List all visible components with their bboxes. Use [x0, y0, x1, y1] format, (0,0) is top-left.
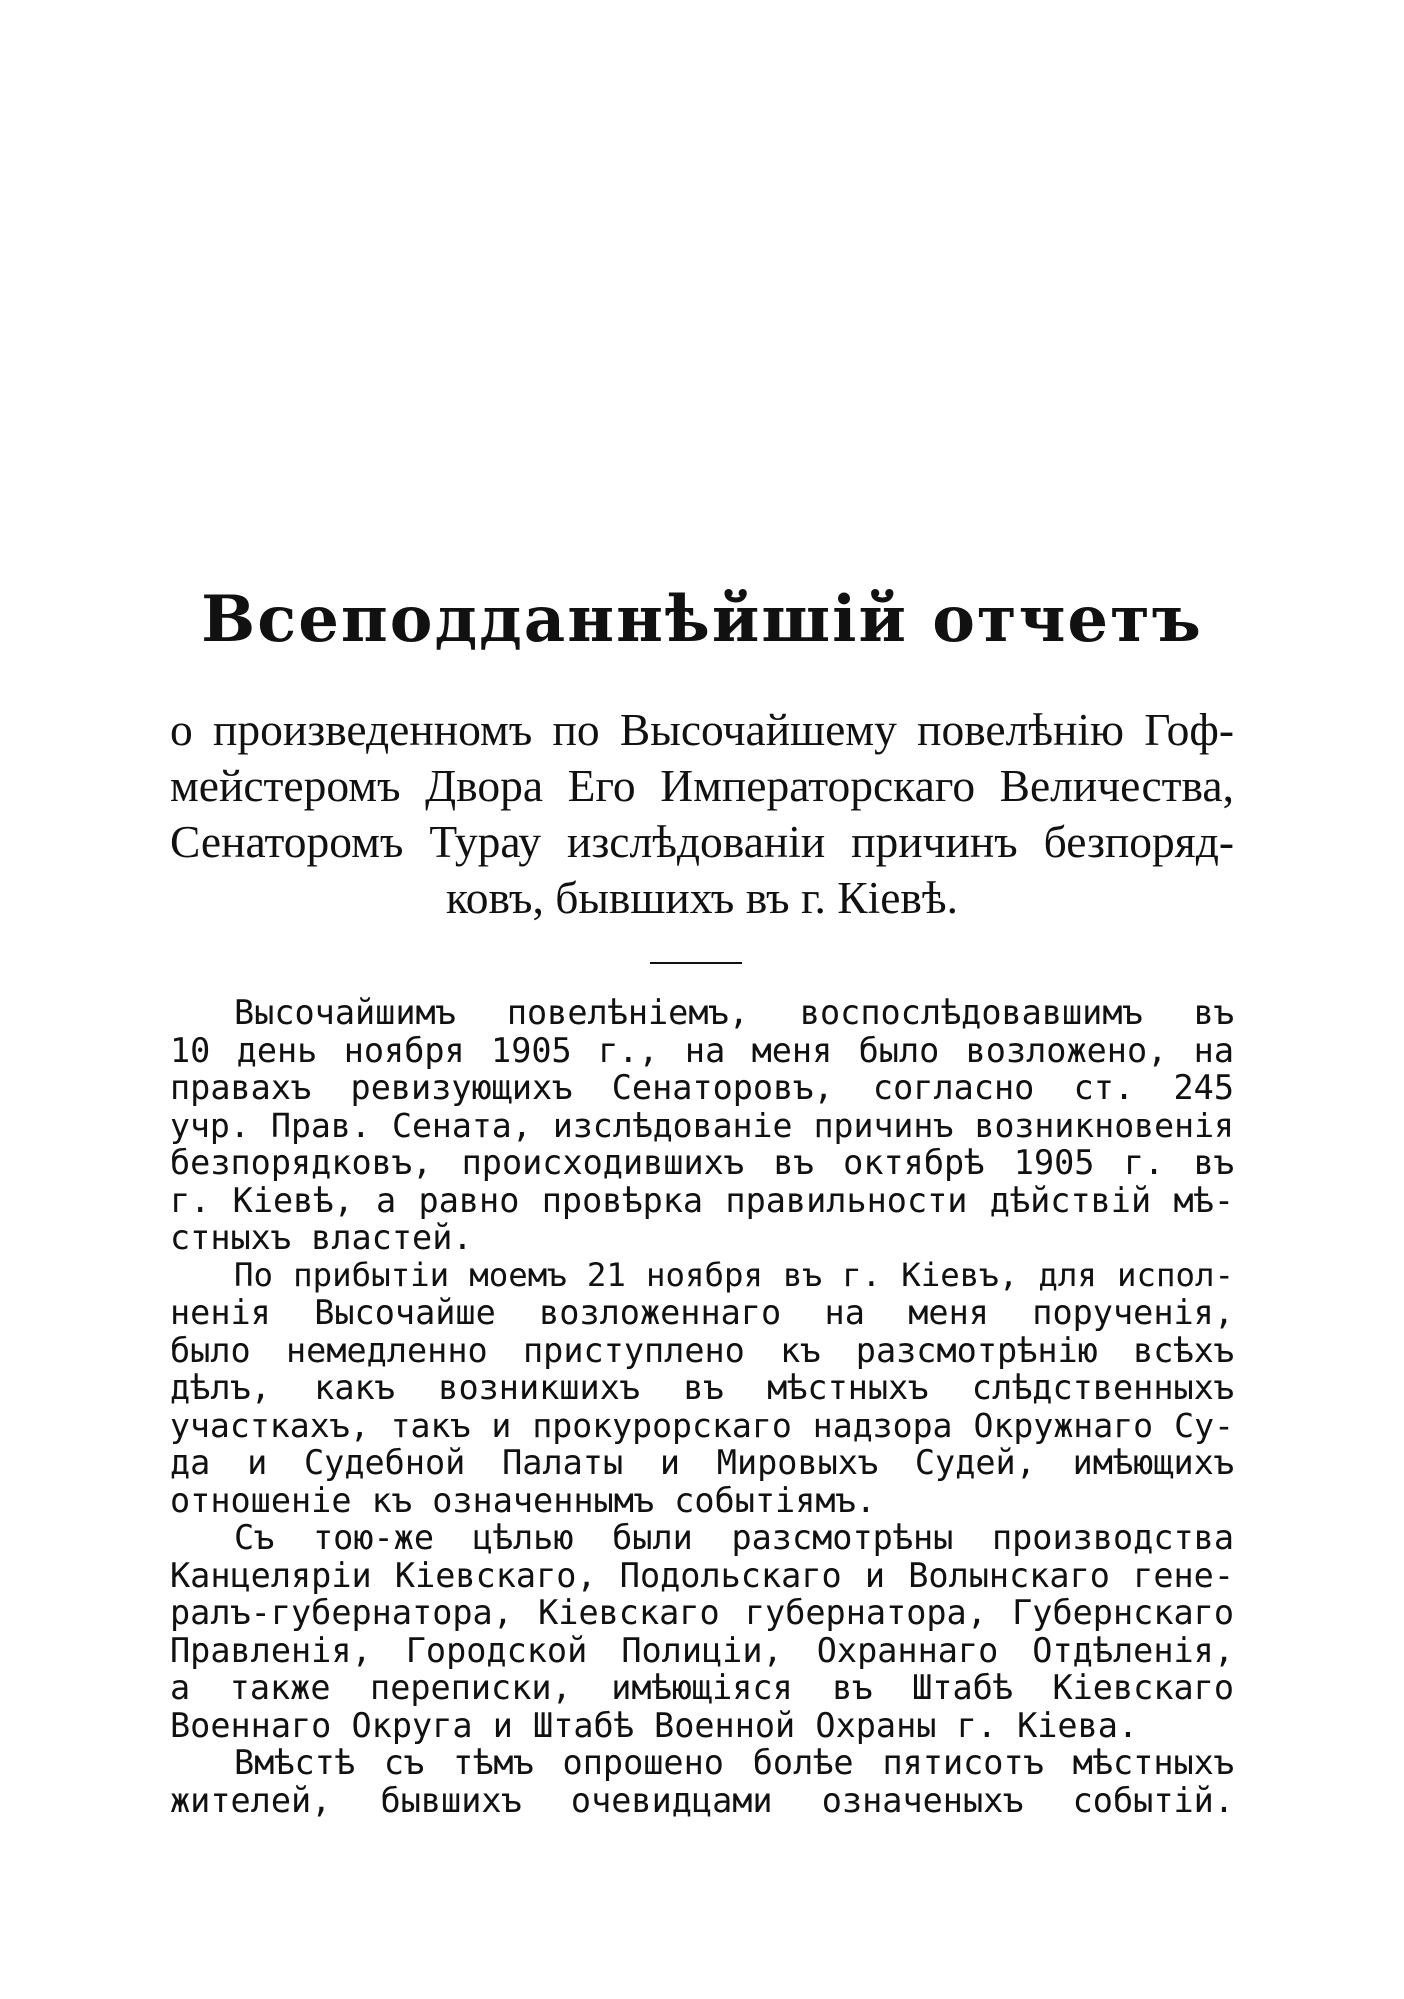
subtitle-line: о произведенномъ по Высочайшему повелѣнію Гоф- [170, 704, 1234, 755]
body-line: Правленія, Городской Полиціи, Охраннаго Отдѣленія, [170, 1630, 1234, 1670]
body-line: отношеніе къ означеннымъ событіямъ. [170, 1480, 876, 1520]
subtitle-line: Сенаторомъ Турау изслѣдованіи причинъ безпоряд- [170, 816, 1234, 867]
body-line: а также переписки, имѣющіяся въ Штабѣ Кіевскаго [170, 1668, 1234, 1707]
body-line: безпорядковъ, происходившихъ въ октябрѣ 1905 г. въ [170, 1143, 1234, 1182]
body-line: Съ тою-же цѣлью были разсмотрѣны производства [234, 1518, 1234, 1557]
body-line: Военнаго Округа и Штабѣ Военной Охраны г. Кіева. [170, 1705, 1139, 1745]
body-line: учр. Прав. Сената, изслѣдованіе причинъ возникновенія [170, 1105, 1234, 1145]
subtitle-line: ковъ, бывшихъ въ г. Кіевѣ. [446, 872, 958, 923]
section-divider [650, 962, 742, 964]
body-line: правахъ ревизующихъ Сенаторовъ, согласно ст. 245 [170, 1068, 1234, 1107]
body-line: Вмѣстѣ съ тѣмъ опрошено болѣе пятисотъ мѣстныхъ [234, 1743, 1234, 1782]
report-body [170, 994, 1234, 1819]
body-line: дѣлъ, какъ возникшихъ въ мѣстныхъ слѣдственныхъ [170, 1368, 1234, 1407]
body-line: стныхъ властей. [170, 1218, 473, 1257]
body-line: Канцеляріи Кіевскаго, Подольскаго и Волынскаго гене- [170, 1555, 1234, 1595]
report-subtitle [170, 702, 1234, 926]
body-line: ненія Высочайше возложеннаго на меня порученія, [170, 1293, 1234, 1332]
body-line: 10 день ноября 1905 г., на меня было возложено, на [170, 1030, 1234, 1070]
page-title: Всеподданнѣйшій отчетъ [201, 582, 1203, 657]
body-line: Высочайшимъ повелѣніемъ, воспослѣдовавшимъ въ [234, 993, 1234, 1032]
body-line: г. Кіевѣ, а равно провѣрка правильности дѣйствій мѣ- [170, 1180, 1234, 1220]
body-line: участкахъ, такъ и прокурорскаго надзора Окружнаго Су- [170, 1405, 1234, 1445]
subtitle-line: мейстеромъ Двора Его Императорскаго Величества, [170, 760, 1234, 811]
body-line: По прибытіи моемъ 21 ноября въ г. Кіевъ, для испол- [234, 1255, 1234, 1294]
body-line: ралъ-губернатора, Кіевскаго губернатора, Губернскаго [170, 1593, 1234, 1632]
body-line: жителей, бывшихъ очевидцами означеныхъ событій. [170, 1780, 1234, 1820]
body-line: да и Судебной Палаты и Мировыхъ Судей, имѣющихъ [170, 1443, 1234, 1482]
body-line: было немедленно приступлено къ разсмотрѣнію всѣхъ [170, 1330, 1234, 1370]
